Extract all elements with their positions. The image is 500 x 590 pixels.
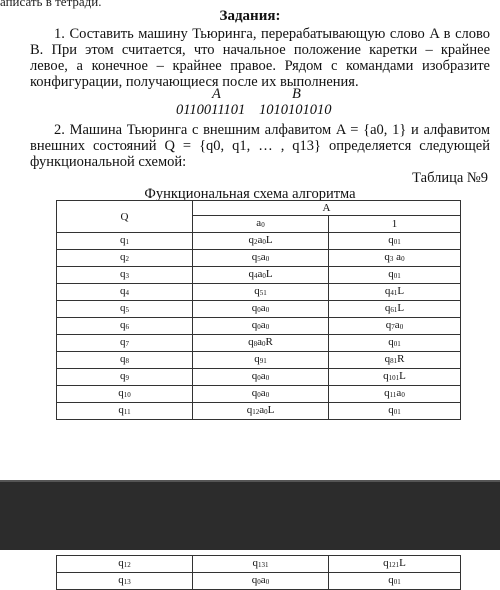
label-a: A	[212, 86, 221, 102]
table-row	[57, 301, 461, 318]
table-row	[57, 233, 461, 250]
one-cell: $q_{01}$	[329, 267, 461, 284]
one-cell: $q_7a_0$	[329, 318, 461, 335]
label-b: B	[292, 86, 301, 102]
state-cell: $q_4$	[57, 284, 193, 301]
a0-cell: $q_0a_0$	[193, 301, 329, 318]
table-row	[57, 386, 461, 403]
a0-cell: $q_{131}$	[193, 556, 329, 573]
state-cell: $q_5$	[57, 301, 193, 318]
state-cell: $q_6$	[57, 318, 193, 335]
table-row	[57, 335, 461, 352]
cut-off-text: аписать в тетради.	[0, 0, 102, 9]
state-cell: $q_2$	[57, 250, 193, 267]
a0-cell: $q_4a_0L$	[193, 267, 329, 284]
one-cell: $q_{121}L$	[329, 556, 461, 573]
table-row	[57, 318, 461, 335]
table-number: Таблица №9	[412, 170, 488, 186]
table-row	[57, 352, 461, 369]
table-row	[57, 369, 461, 386]
header-q: Q	[57, 201, 193, 233]
a0-cell: $q_5a_0$	[193, 250, 329, 267]
word-a: 0110011101	[176, 102, 246, 118]
one-cell: $q_{01}$	[329, 573, 461, 590]
function-table	[56, 200, 461, 420]
a0-cell: $q_0a_0$	[193, 386, 329, 403]
table-caption: Функциональная схема алгоритма	[144, 186, 356, 202]
document-page-continued	[0, 550, 500, 584]
state-cell: $q_{10}$	[57, 386, 193, 403]
state-cell: $q_9$	[57, 369, 193, 386]
table-row	[57, 403, 461, 420]
function-table-continued	[56, 555, 461, 590]
state-cell: $q_{11}$	[57, 403, 193, 420]
a0-cell: $q_0a_0$	[193, 369, 329, 386]
table-row	[57, 573, 461, 590]
state-cell: $q_{12}$	[57, 556, 193, 573]
a0-cell: $q_{51}$	[193, 284, 329, 301]
task-2-text: 2. Машина Тьюринга с внешним алфавитом A = {a0, 1} и алфавитом внешних состояний Q = {q0, q1, … , q13} определяется следующей функциональной схемой:	[30, 122, 490, 170]
one-cell: $q_{11}a_0$	[329, 386, 461, 403]
table-row	[57, 284, 461, 301]
table-row	[57, 250, 461, 267]
a0-cell: $q_{91}$	[193, 352, 329, 369]
word-b: 1010101010	[259, 102, 332, 118]
state-cell: $q_8$	[57, 352, 193, 369]
state-cell: $q_3$	[57, 267, 193, 284]
one-cell: $q_{01}$	[329, 335, 461, 352]
header-one: 1	[329, 216, 461, 233]
header-a: A	[193, 201, 461, 216]
state-cell: $q_1$	[57, 233, 193, 250]
state-cell: $q_7$	[57, 335, 193, 352]
table-row	[57, 556, 461, 573]
a0-cell: $q_0a_0$	[193, 318, 329, 335]
one-cell: $q_{41}L$	[329, 284, 461, 301]
one-cell: $q_3$ $a_0$	[329, 250, 461, 267]
tasks-heading: Задания:	[219, 8, 281, 24]
a0-cell: $q_8a_0R$	[193, 335, 329, 352]
task-1-text: 1. Составить машину Тьюринга, перерабатывающую слово A в слово B. При этом считается, что начальное положение каретки – крайнее левое, а конечное – крайнее правое. Рядом с командами изобразите конфигурации, получающиеся после их выполнения.	[30, 26, 490, 90]
one-cell: $q_{01}$	[329, 233, 461, 250]
header-a0: $a_0$	[193, 216, 329, 233]
a0-cell: $q_2a_0L$	[193, 233, 329, 250]
a0-cell: $q_{12}a_0L$	[193, 403, 329, 420]
state-cell: $q_{13}$	[57, 573, 193, 590]
one-cell: $q_{61}L$	[329, 301, 461, 318]
one-cell: $q_{81}R$	[329, 352, 461, 369]
a0-cell: $q_0a_0$	[193, 573, 329, 590]
page-break-band	[0, 480, 500, 550]
table-row	[57, 267, 461, 284]
one-cell: $q_{01}$	[329, 403, 461, 420]
one-cell: $q_{101}L$	[329, 369, 461, 386]
